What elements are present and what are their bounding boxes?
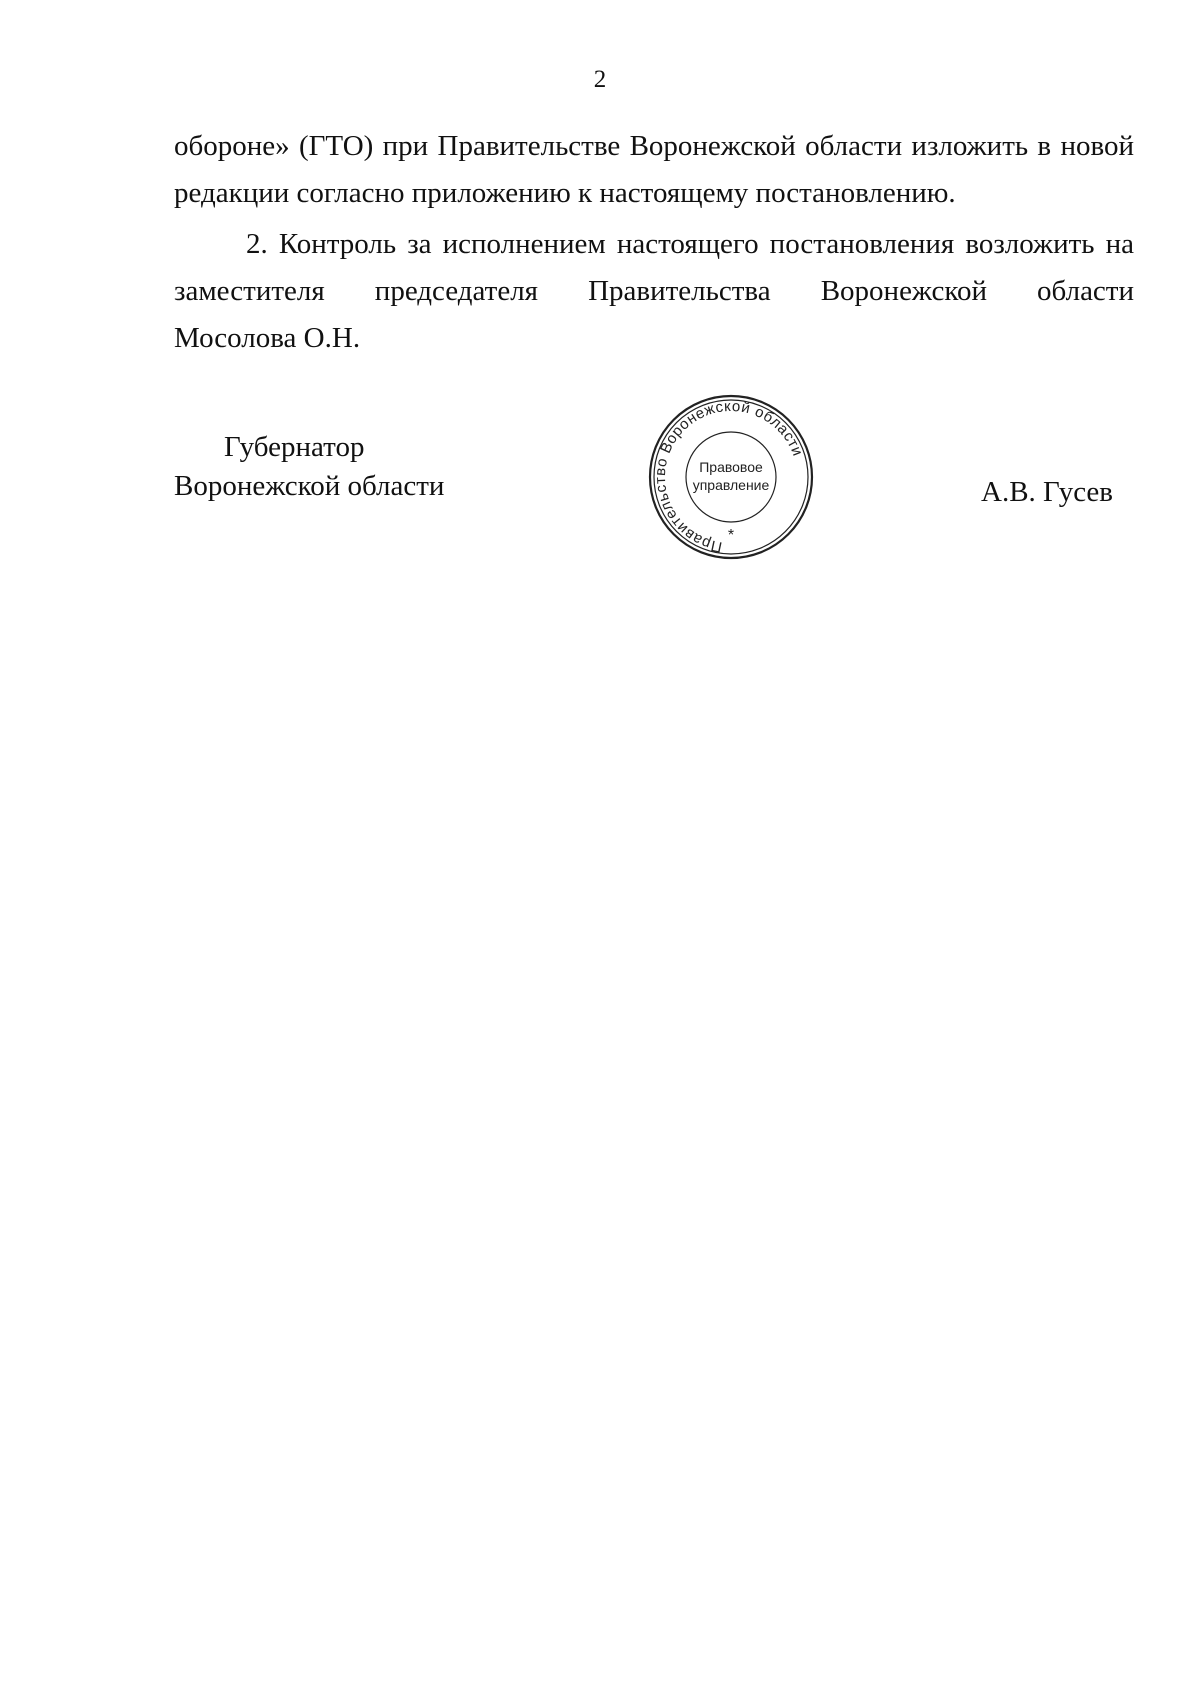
paragraph-1-line-2: редакции согласно приложению к настоящему постановлению.: [174, 177, 956, 209]
stamp-outer-text: Правительство Воронежской области: [651, 397, 807, 556]
paragraph-1: [174, 123, 1134, 217]
paragraph-1-line-1: обороне» (ГТО) при Правительстве Воронежской области изложить в новой: [174, 130, 1134, 162]
paragraph-2-line-2: заместителя председателя Правительства Воронежской области: [174, 275, 1134, 307]
stamp-inner-line-1: Правовое: [699, 459, 763, 475]
signature-title-line-2: Воронежской области: [174, 470, 445, 502]
stamp-star: *: [727, 527, 735, 544]
official-stamp: [647, 393, 815, 561]
paragraph-2-line-1: 2. Контроль за исполнением настоящего постановления возложить на: [246, 228, 1134, 260]
signatory-name: А.В. Гусев: [981, 476, 1113, 508]
page-number: 2: [593, 66, 607, 93]
paragraph-2-line-3: Мосолова О.Н.: [174, 322, 361, 354]
paragraph-2: [174, 221, 1134, 362]
signature-title: [174, 428, 444, 506]
stamp-inner-line-2: управление: [692, 477, 770, 493]
signature-title-line-1: Губернатор: [224, 431, 365, 463]
